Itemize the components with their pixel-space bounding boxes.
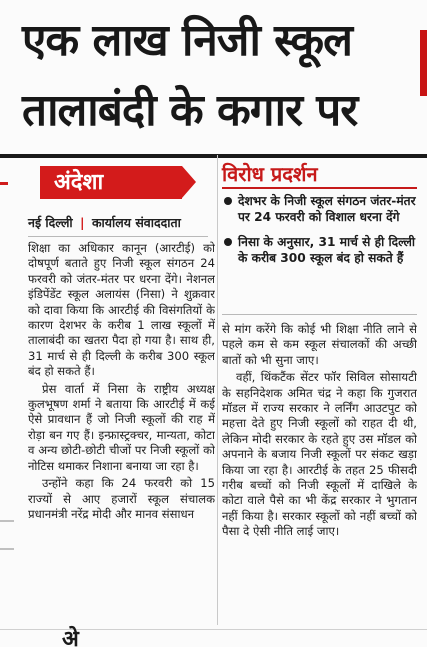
- headline-rule: [0, 154, 427, 158]
- sidebar-bullet-text: निसा के अनुसार, 31 मार्च से ही दिल्ली के करीब 300 स्कूल बंद हो सकते हैं: [238, 235, 416, 265]
- sidebar-box-bottom-rule: [222, 314, 417, 315]
- article-paragraph: प्रेस वार्ता में निसा के राष्ट्रीय अध्यक्ष कुलभूषण शर्मा ने बताया कि आरटीई में कई ऐसे प्रावधान हैं जो निजी स्कूलों की राह में रोड़ा बन गए हैं। इन्फ्रास्ट्रक्चर, मान्यता, कोटा व अन्य छोटी-छोटी चीजों पर निजी स्कूलों को नोटिस थमाकर निशाना बनाया जा रहा है।: [28, 381, 215, 473]
- bullet-dot-icon: [224, 197, 232, 205]
- article-column-right: [222, 322, 417, 622]
- dateline: [28, 214, 181, 231]
- dateline-desk: कार्यालय संवाददाता: [91, 215, 181, 230]
- headline-line-2: तालाबंदी के कगार पर: [22, 85, 358, 136]
- headline: [22, 6, 414, 146]
- dateline-separator: |: [80, 215, 85, 230]
- article-paragraph: वहीं, थिंकटैंक सेंटर फॉर सिविल सोसायटी के सहनिदेशक अमित चंद्र ने कहा कि गुजरात मॉडल में राज्य सरकार ने लर्निंग आउटपुट को महत्ता देते हुए निजी स्कूलों को राहत दी थी, लेकिन मोदी सरकार के रहते हुए उस मॉडल को अपनाने के बजाय निजी स्कूलों पर संकट खड़ा किया जा रहा है। आरटीई के तहत 25 फीसदी गरीब बच्चों को निजी स्कूलों में दाखिले के कोटा वाले पैसे का भी केंद्र सरकार ने भुगतान नहीं किया है। सरकार स्कूलों को नहीं बच्चों को पैसा दे ऐसी नीति लाई जाए।: [222, 370, 417, 539]
- sidebar-bullet: [222, 194, 417, 225]
- column-divider: [217, 155, 218, 625]
- sidebar-bullet-text: देशभर के निजी स्कूल संगठन जंतर-मंतर पर 24 फरवरी को विशाल धरना देंगे: [238, 194, 416, 224]
- bullet-dot-icon: [224, 238, 232, 246]
- article-paragraph: से मांग करेंगे कि कोई भी शिक्षा नीति लाने से पहले कम से कम स्कूल संचालकों की अच्छी बातों को भी सुना जाए।: [222, 322, 417, 367]
- headline-line-1: एक लाख निजी स्कूल: [22, 15, 352, 66]
- article-paragraph: उन्होंने कहा कि 24 फरवरी को 15 राज्यों से आए हजारों स्कूल संचालक प्रधानमंत्री नरेंद्र मोदी और मानव संसाधन: [28, 476, 215, 521]
- dateline-city: नई दिल्ली: [28, 215, 73, 230]
- article-column-left: [28, 241, 215, 621]
- adjacent-column-edge: [420, 30, 427, 96]
- sidebar-bullet-list: [222, 194, 417, 276]
- section-tag-label: अंदेशा: [54, 170, 104, 195]
- next-story-fragment: अे: [62, 627, 79, 652]
- sidebar-bullet: [222, 235, 417, 266]
- sidebar-box-rule: [222, 187, 417, 189]
- section-tag: [40, 166, 182, 199]
- article-paragraph: शिक्षा का अधिकार कानून (आरटीई) को दोषपूर्ण बताते हुए निजी स्कूल संगठन 24 फरवरी को जंतर-मंतर पर धरना देंगे। नेशनल इंडिपेंडेंट स्कूल अलायंस (निसा) ने शुक्रवार को दावा किया कि आरटीई की विसंगतियों के कारण देशभर के करीब 1 लाख स्कूलों में तालाबंदी का खतरा पैदा हो गया है। साथ ही, 31 मार्च से ही दिल्ली के करीब 300 स्कूल बंद हो सकते हैं।: [28, 241, 215, 379]
- adjacent-column-marker: [0, 182, 8, 185]
- sidebar-box-title: विरोध प्रदर्शन: [222, 162, 318, 186]
- dateline-rule: [28, 236, 208, 237]
